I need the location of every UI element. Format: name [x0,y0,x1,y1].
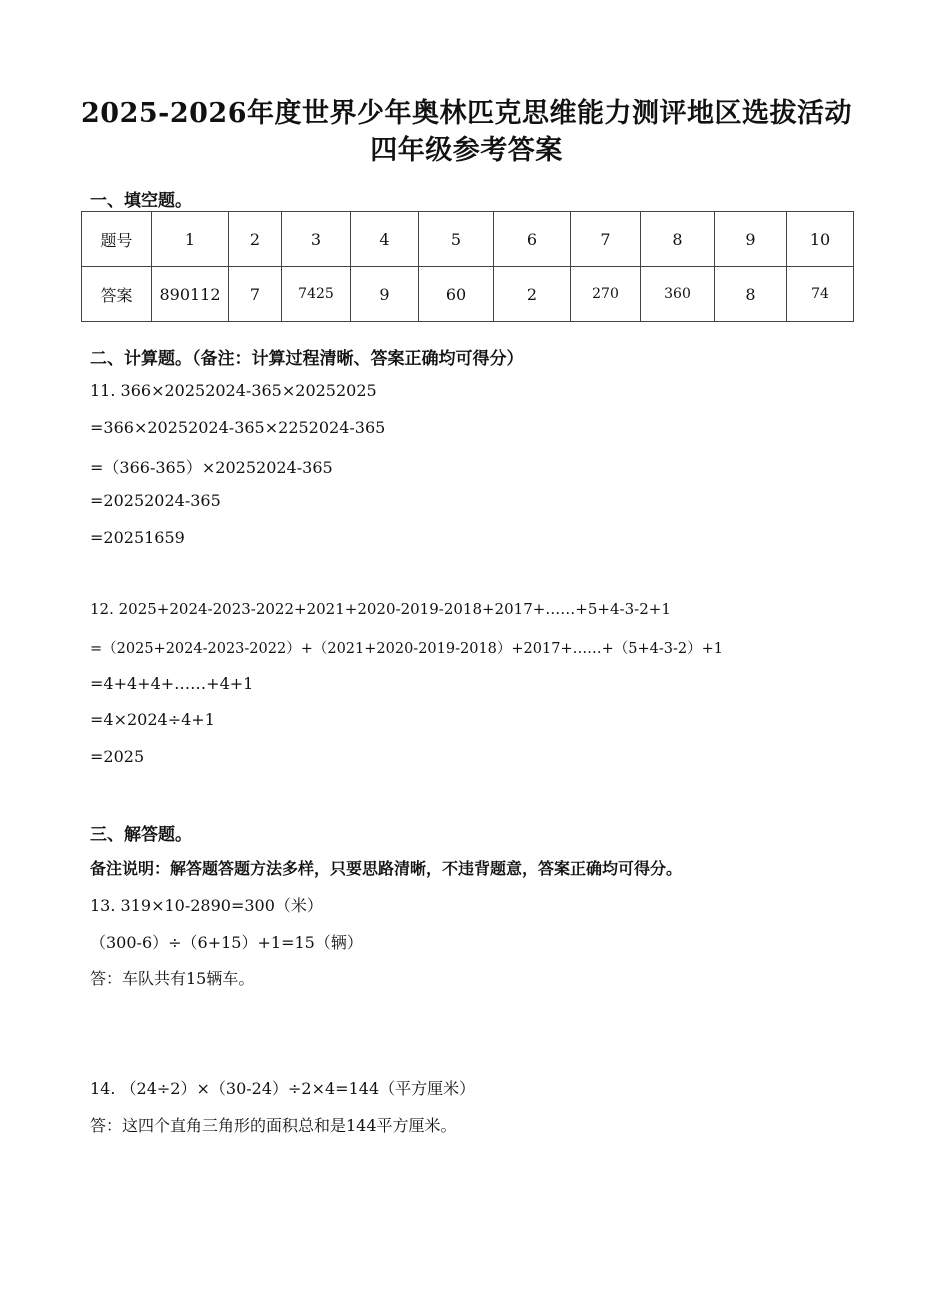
q12-line: =4+4+4+……+4+1 [90,674,254,693]
answer-cell: 7425 [282,267,351,322]
question-number-cell: 1 [152,212,229,267]
fill-in-answer-table [81,211,854,322]
question-number-cell: 8 [641,212,715,267]
answer-cell: 74 [787,267,854,322]
question-number-cell: 3 [282,212,351,267]
q14-answer: 答：这四个直角三角形的面积总和是144平方厘米。 [90,1116,457,1135]
table-row-answers [82,267,854,322]
q13-line: 13. 319×10-2890=300（米） [90,896,323,915]
q14-line: 14. （24÷2）×（30-24）÷2×4=144（平方厘米） [90,1079,476,1098]
document-title: 2025-2026年度世界少年奥林匹克思维能力测评地区选拔活动 [81,98,852,129]
q11-line: =20252024-365 [90,491,221,510]
question-number-cell: 9 [715,212,787,267]
section-word-problem-heading: 三、解答题。 [90,825,192,845]
q13-answer: 答：车队共有15辆车。 [90,969,255,988]
header-label-cell: 题号 [82,212,152,267]
question-number-cell: 10 [787,212,854,267]
answer-cell: 890112 [152,267,229,322]
answer-cell: 8 [715,267,787,322]
section-fill-in-heading: 一、填空题。 [90,191,192,211]
document-subtitle: 四年级参考答案 [370,135,563,166]
question-number-cell: 4 [351,212,419,267]
q11-line: =366×20252024-365×2252024-365 [90,418,386,437]
section-note: 备注说明：解答题答题方法多样，只要思路清晰，不违背题意，答案正确均可得分。 [90,859,683,878]
answer-cell: 7 [229,267,282,322]
answer-cell: 270 [571,267,641,322]
section-calculation-heading: 二、计算题。（备注：计算过程清晰、答案正确均可得分） [90,349,524,369]
q12-line: 12. 2025+2024-2023-2022+2021+2020-2019-2018+2017+……+5+4-3-2+1 [90,600,671,618]
q11-line: =20251659 [90,528,185,547]
question-number-cell: 2 [229,212,282,267]
answer-label-cell: 答案 [82,267,152,322]
answer-cell: 9 [351,267,419,322]
q12-line: =（2025+2024-2023-2022）+（2021+2020-2019-2018）+2017+……+（5+4-3-2）+1 [90,641,723,657]
q12-line: =2025 [90,747,145,766]
table-row-question-numbers [82,212,854,267]
question-number-cell: 7 [571,212,641,267]
q13-line: （300-6）÷（6+15）+1=15（辆） [90,933,363,952]
answer-cell: 2 [494,267,571,322]
q11-line: =（366-365）×20252024-365 [90,458,333,477]
answer-cell: 60 [419,267,494,322]
question-number-cell: 6 [494,212,571,267]
q11-line: 11. 366×20252024-365×20252025 [90,381,377,400]
q12-line: =4×2024÷4+1 [90,710,215,729]
answer-cell: 360 [641,267,715,322]
question-number-cell: 5 [419,212,494,267]
